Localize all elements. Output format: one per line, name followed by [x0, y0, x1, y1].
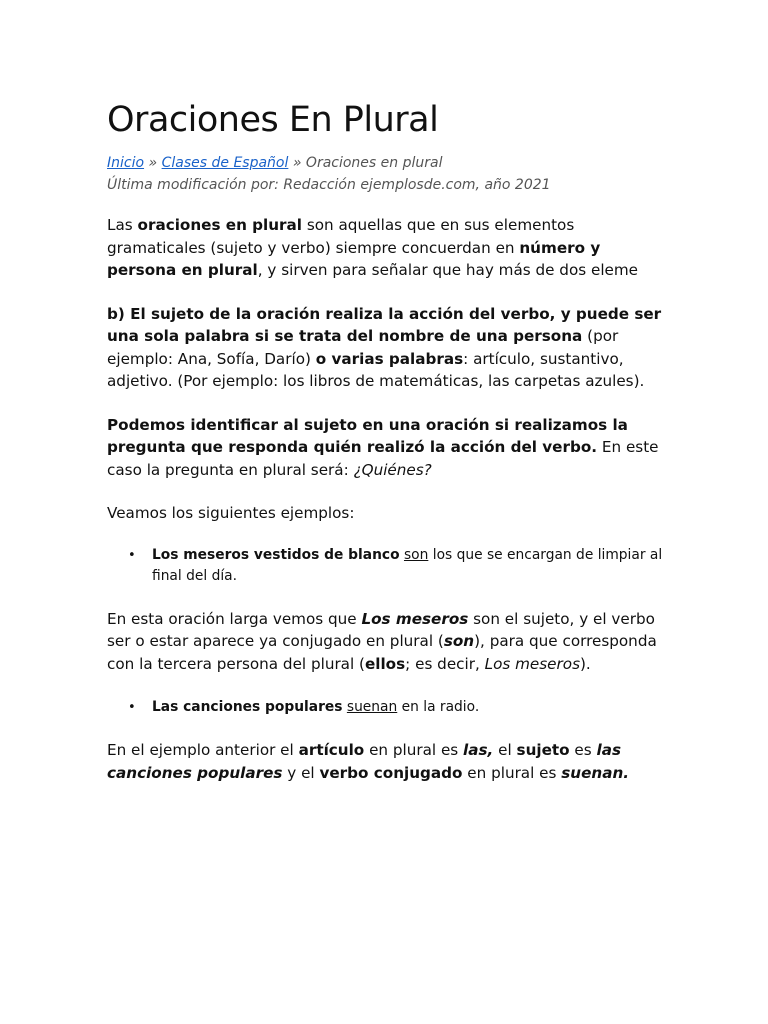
paragraph-identify — [107, 414, 667, 482]
text: los que se encargan de limpiar al final del día. — [152, 546, 663, 584]
text: ), para que corresponda con la tercera persona del plural ( — [107, 632, 657, 673]
bold-italic-text: suenan. — [561, 763, 630, 782]
bold-text: artículo — [298, 741, 365, 759]
bold-text: oraciones en plural — [137, 216, 303, 234]
bold-italic-text: las, — [463, 741, 494, 759]
bold-text: Los meseros vestidos de blanco — [152, 546, 400, 563]
breadcrumb-link-clases[interactable]: Clases de Español — [161, 155, 289, 171]
page-title: Oraciones En Plural — [107, 100, 439, 140]
text: , y sirven para señalar que hay más de dos eleme — [257, 261, 639, 279]
text: En el ejemplo anterior el — [107, 741, 299, 759]
bold-text: número y persona en plural — [107, 238, 601, 279]
text: en plural es — [462, 763, 562, 782]
text: En esta oración larga vemos que — [107, 609, 362, 628]
bold-text: ellos — [364, 654, 406, 673]
bold-italic-text: las canciones populares — [107, 741, 622, 782]
paragraph-explanation-2 — [107, 739, 667, 784]
text: en la radio. — [397, 699, 480, 715]
breadcrumb — [107, 152, 667, 174]
bold-text: Podemos identificar al sujeto en una oración si realizamos la pregunta que responda quién realizó la acción del verbo. — [107, 415, 628, 456]
paragraph-subject — [107, 303, 667, 393]
breadcrumb-current: Oraciones en plural — [305, 155, 443, 171]
italic-text: ¿Quiénes? — [353, 460, 432, 479]
text: el — [493, 741, 517, 759]
bold-italic-text: son — [443, 632, 475, 650]
underlined-verb: son — [403, 546, 429, 563]
italic-text: Los meseros — [484, 654, 580, 673]
list-item — [107, 697, 667, 718]
bold-italic-text: Los meseros — [361, 609, 469, 628]
article — [107, 94, 667, 784]
bold-text: Las canciones populares — [152, 699, 343, 715]
article-meta — [107, 152, 667, 196]
text: son aquellas que en sus elementos gramaticales (sujeto y verbo) siempre concuerdan en — [107, 216, 575, 257]
text: En este caso la pregunta en plural será: — [107, 438, 659, 479]
breadcrumb-link-inicio[interactable]: Inicio — [107, 155, 145, 171]
underlined-verb: suenan — [346, 699, 398, 715]
example-list — [107, 545, 667, 587]
bold-text: sujeto — [516, 741, 570, 759]
bold-text: b) El sujeto de la oración realiza la acción del verbo, y puede ser una sola palabra si se trata del nombre de una persona — [107, 304, 662, 345]
bold-text: o varias palabras — [315, 349, 464, 368]
list-item — [107, 545, 667, 587]
text: es — [569, 741, 597, 759]
last-modified: Última modificación por: Redacción ejemplosde.com, año 2021 — [107, 177, 551, 193]
text: en plural es — [364, 741, 464, 759]
paragraph-intro — [107, 214, 667, 282]
paragraph-explanation-1 — [107, 608, 667, 676]
paragraph-examples-intro: Veamos los siguientes ejemplos: — [107, 504, 355, 522]
text: (por ejemplo: Ana, Sofía, Darío) — [107, 327, 619, 368]
example-list — [107, 697, 667, 718]
text: ). — [579, 654, 591, 673]
breadcrumb-separator: » — [288, 155, 306, 171]
text: son el sujeto, y el verbo ser o estar aparece ya conjugado en plural ( — [107, 609, 655, 650]
bold-text: verbo conjugado — [319, 763, 463, 782]
text: ; es decir, — [405, 654, 485, 673]
text: y el — [282, 763, 320, 782]
text: Las — [107, 216, 138, 234]
breadcrumb-separator: » — [144, 155, 162, 171]
text: : artículo, sustantivo, adjetivo. (Por ejemplo: los libros de matemáticas, las carpetas azules). — [107, 349, 645, 390]
